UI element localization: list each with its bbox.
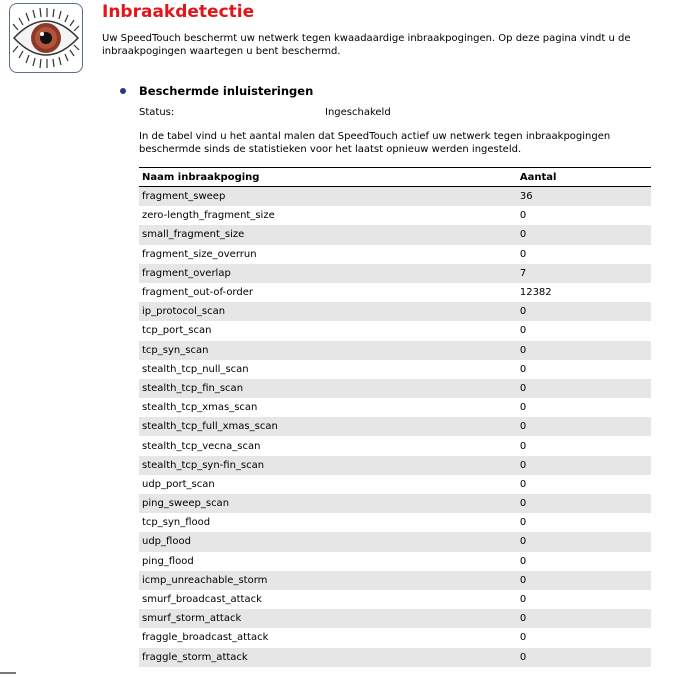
- table-row: [139, 532, 651, 551]
- intrusion-count: 0: [519, 210, 527, 222]
- intrusion-count: 0: [519, 594, 527, 606]
- intrusion-count: 0: [517, 341, 651, 360]
- intrusion-count: 0: [519, 555, 527, 567]
- table-row: [139, 187, 651, 207]
- intrusion-count: 0: [517, 532, 651, 551]
- table-row: [139, 513, 651, 532]
- intrusion-name: stealth_tcp_fin_scan: [139, 379, 517, 398]
- table-row: [139, 648, 651, 667]
- intrusion-name: fraggle_storm_attack: [139, 648, 517, 667]
- bullet-icon: [120, 88, 126, 94]
- intrusion-count: 0: [519, 248, 527, 260]
- intrusion-count: 0: [519, 440, 527, 452]
- table-row: [139, 379, 651, 398]
- intrusion-name: udp_flood: [139, 532, 517, 551]
- intrusion-name: ping_sweep_scan: [139, 494, 517, 513]
- intrusion-count: 0: [517, 456, 651, 475]
- intrusion-count: 0: [517, 494, 651, 513]
- table-row: [139, 590, 651, 609]
- intrusion-table-container: [139, 167, 651, 667]
- intrusion-count: 0: [519, 363, 527, 375]
- intrusion-count: 0: [519, 517, 527, 529]
- table-row: [139, 398, 651, 417]
- divider: [0, 672, 16, 674]
- intrusion-count: 0: [517, 417, 651, 436]
- intrusion-name: small_fragment_size: [139, 225, 517, 244]
- intrusion-count: 0: [519, 402, 527, 414]
- intrusion-name: tcp_syn_flood: [142, 517, 211, 529]
- intrusion-count: 0: [517, 225, 651, 244]
- intrusion-name: udp_port_scan: [142, 478, 215, 490]
- intrusion-count: 0: [517, 571, 651, 590]
- table-row: [139, 302, 651, 321]
- intrusion-count: 0: [519, 632, 527, 644]
- table-row: [139, 571, 651, 590]
- table-body: [139, 187, 651, 667]
- status-value: Ingeschakeld: [325, 107, 391, 118]
- table-row: [139, 494, 651, 513]
- intrusion-count: 36: [517, 187, 651, 207]
- eye-icon: [9, 3, 83, 73]
- intrusion-name: stealth_tcp_xmas_scan: [142, 402, 258, 414]
- table-row: [139, 417, 651, 436]
- page-intro: Uw SpeedTouch beschermt uw netwerk tegen kwaadaardige inbraakpogingen. Op deze pagina vindt u de inbraakpogingen waartegen u bent beschermd.: [102, 33, 631, 57]
- table-row: [139, 552, 651, 571]
- intrusion-table: [139, 167, 651, 667]
- intrusion-count: 0: [519, 478, 527, 490]
- intrusion-name: fraggle_broadcast_attack: [142, 632, 269, 644]
- intrusion-count: 12382: [519, 287, 552, 299]
- intrusion-name: smurf_storm_attack: [139, 609, 517, 628]
- table-row: [139, 456, 651, 475]
- intrusion-name: fragment_size_overrun: [142, 248, 257, 260]
- table-header-row: [139, 168, 651, 187]
- table-row: [139, 225, 651, 244]
- section-title: Beschermde inluisteringen: [139, 84, 314, 98]
- column-header-name: Naam inbraakpoging: [139, 168, 517, 187]
- intrusion-count: 0: [517, 648, 651, 667]
- intrusion-count: 0: [517, 609, 651, 628]
- page-title: Inbraakdetectie: [102, 2, 255, 22]
- intrusion-count: 0: [517, 302, 651, 321]
- table-row: [139, 609, 651, 628]
- intrusion-name: fragment_overlap: [139, 264, 517, 283]
- intrusion-name: ping_flood: [142, 555, 194, 567]
- table-row: [139, 341, 651, 360]
- intrusion-name: fragment_out-of-order: [142, 287, 253, 299]
- intrusion-name: tcp_port_scan: [142, 325, 212, 337]
- status-label: Status:: [139, 107, 175, 118]
- table-row: [139, 475, 651, 494]
- intrusion-count: 7: [517, 264, 651, 283]
- table-row: [139, 283, 651, 302]
- intrusion-name: icmp_unreachable_storm: [139, 571, 517, 590]
- column-header-count: Aantal: [517, 168, 651, 187]
- intrusion-name: stealth_tcp_null_scan: [142, 363, 249, 375]
- intrusion-name: stealth_tcp_syn-fin_scan: [139, 456, 517, 475]
- table-row: [139, 245, 651, 264]
- intrusion-name: zero-length_fragment_size: [142, 210, 275, 222]
- table-row: [139, 360, 651, 379]
- table-row: [139, 206, 651, 225]
- intrusion-name: stealth_tcp_full_xmas_scan: [139, 417, 517, 436]
- intrusion-count: 0: [519, 325, 527, 337]
- intrusion-name: tcp_syn_scan: [139, 341, 517, 360]
- intrusion-name: smurf_broadcast_attack: [142, 594, 262, 606]
- intrusion-count: 0: [517, 379, 651, 398]
- table-row: [139, 321, 651, 340]
- intrusion-name: fragment_sweep: [139, 187, 517, 207]
- table-row: [139, 436, 651, 455]
- table-row: [139, 628, 651, 647]
- section-description: In de tabel vind u het aantal malen dat SpeedTouch actief uw netwerk tegen inbraakpogingen beschermde sinds de statistieken voor het laatst opnieuw werden ingesteld.: [139, 131, 611, 155]
- table-row: [139, 264, 651, 283]
- intrusion-name: ip_protocol_scan: [139, 302, 517, 321]
- intrusion-name: stealth_tcp_vecna_scan: [142, 440, 261, 452]
